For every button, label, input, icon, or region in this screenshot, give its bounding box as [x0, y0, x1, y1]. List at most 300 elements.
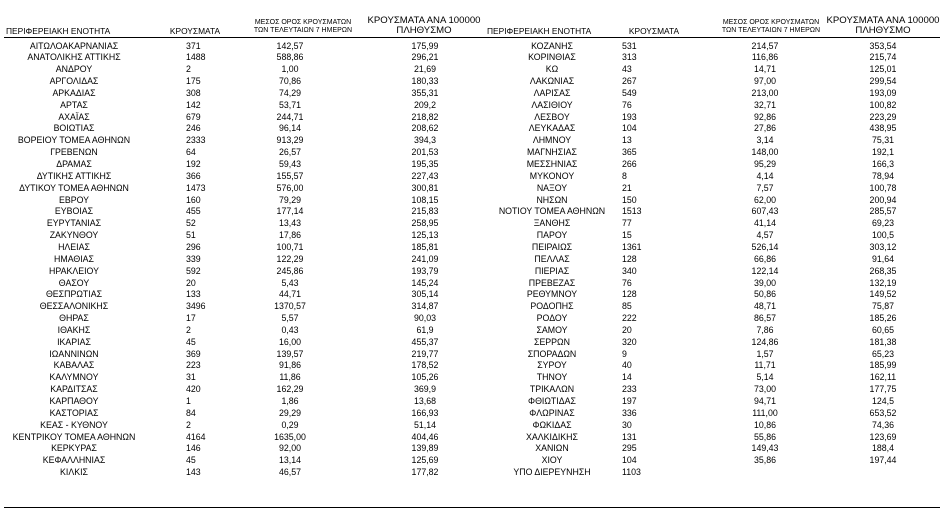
- left-cases-cell: 4164: [186, 431, 206, 442]
- right-cases-cell: 85: [622, 301, 632, 312]
- right-avg7-cell: 11,71: [754, 360, 776, 371]
- right-cases-cell: 1513: [622, 206, 642, 217]
- left-per100k-cell: 108,15: [411, 194, 439, 205]
- right-per100k-cell: 193,09: [869, 87, 897, 98]
- right-per100k-cell: 353,54: [869, 40, 897, 51]
- right-avg7-cell: 14,71: [753, 64, 776, 75]
- right-avg7-cell: 39,00: [753, 277, 776, 288]
- left-avg7-cell: 5,43: [281, 277, 299, 288]
- left-cases-cell: 45: [186, 336, 196, 347]
- right-region-cell: ΣΑΜΟΥ: [536, 324, 568, 335]
- left-per100k-cell: 404,46: [411, 431, 439, 442]
- right-cases-cell: 77: [622, 218, 632, 229]
- right-per100k-cell: 100,78: [869, 182, 897, 193]
- right-avg7-cell: 124,86: [751, 336, 779, 347]
- left-per100k-cell: 241,09: [411, 253, 439, 264]
- left-region-cell: ΓΡΕΒΕΝΩΝ: [50, 147, 98, 158]
- right-per100k-cell: 100,82: [869, 99, 897, 110]
- right-per100k-cell: 285,57: [869, 206, 897, 217]
- left-avg7-cell: 17,86: [278, 230, 301, 241]
- right-cases-cell: 531: [622, 40, 637, 51]
- left-per100k-cell: 193,79: [411, 265, 439, 276]
- left-per100k-cell: 209,2: [413, 99, 436, 110]
- right-cases-cell: 14: [622, 372, 632, 383]
- left-per100k-cell: 177,82: [411, 467, 439, 478]
- right-avg7-cell: 48,71: [753, 301, 776, 312]
- left-cases-cell: 192: [186, 159, 201, 169]
- left-per100k-cell: 139,89: [411, 443, 439, 454]
- left-avg7-cell: 29,29: [278, 407, 301, 418]
- left-cases-cell: 31: [186, 372, 196, 383]
- left-per100k-cell: 455,37: [411, 336, 439, 347]
- left-region-cell: ΚΕΦΑΛΛΗΝΙΑΣ: [42, 455, 106, 466]
- left-cases-cell: 455: [186, 206, 201, 217]
- left-per100k-cell: 21,69: [413, 64, 436, 75]
- header-cases-right: ΚΡΟΥΣΜΑΤΑ: [628, 25, 680, 36]
- right-region-cell: ΡΟΔΟΠΗΣ: [530, 301, 574, 312]
- right-per100k-cell: 123,69: [869, 431, 897, 442]
- left-region-cell: ΔΥΤΙΚΟΥ ΤΟΜΕΑ ΑΘΗΝΩΝ: [19, 182, 129, 193]
- right-avg7-cell: 7,57: [756, 182, 774, 193]
- left-cases-cell: 223: [186, 360, 201, 371]
- right-cases-cell: 233: [622, 384, 637, 395]
- right-per100k-cell: 653,52: [869, 407, 897, 418]
- right-per100k-cell: 215,74: [869, 52, 897, 63]
- left-per100k-cell: 300,81: [411, 182, 439, 193]
- right-avg7-cell: 94,71: [753, 396, 776, 406]
- right-per100k-cell: 223,29: [869, 111, 897, 122]
- right-cases-cell: 76: [622, 277, 632, 288]
- right-cases-cell: 21: [622, 182, 632, 193]
- left-cases-cell: 84: [186, 407, 196, 418]
- right-cases-cell: 365: [622, 147, 637, 158]
- right-per100k-cell: 132,19: [869, 277, 897, 288]
- left-avg7-cell: 162,29: [276, 384, 304, 395]
- left-avg7-cell: 139,57: [276, 348, 304, 359]
- right-avg7-cell: 213,00: [751, 87, 779, 98]
- right-per100k-cell: 197,44: [869, 455, 897, 466]
- left-cases-cell: 160: [186, 194, 201, 205]
- right-per100k-cell: 185,26: [869, 313, 897, 324]
- right-per100k-cell: 65,23: [871, 348, 894, 359]
- right-cases-cell: 320: [622, 336, 637, 347]
- right-region-cell: ΧΙΟΥ: [541, 455, 563, 466]
- left-per100k-cell: 178,52: [411, 360, 439, 371]
- left-region-cell: ΔΡΑΜΑΣ: [56, 159, 92, 169]
- left-per100k-cell: 258,95: [411, 218, 439, 229]
- left-region-cell: ΑΧΑΪΑΣ: [58, 111, 90, 122]
- right-per100k-cell: 438,95: [869, 123, 897, 134]
- left-region-cell: ΙΩΑΝΝΙΝΩΝ: [49, 348, 99, 359]
- right-cases-cell: 131: [622, 431, 637, 442]
- left-avg7-cell: 155,57: [276, 170, 304, 181]
- left-region-cell: ΘΕΣΣΑΛΟΝΙΚΗΣ: [39, 301, 109, 312]
- right-avg7-cell: 92,86: [753, 111, 776, 122]
- left-per100k-cell: 227,43: [411, 170, 439, 181]
- right-region-cell: ΥΠΟ ΔΙΕΡΕΥΝΗΣΗ: [513, 467, 591, 478]
- right-region-cell: ΠΑΡΟΥ: [536, 230, 568, 241]
- left-avg7-cell: 16,00: [278, 336, 301, 347]
- left-cases-cell: 679: [186, 111, 201, 122]
- right-avg7-cell: 66,86: [753, 253, 776, 264]
- right-avg7-cell: 97,00: [753, 76, 776, 87]
- left-per100k-cell: 219,77: [411, 348, 439, 359]
- left-cases-cell: 371: [186, 40, 201, 51]
- left-cases-cell: 3496: [186, 301, 206, 312]
- left-per100k-cell: 215,83: [411, 206, 439, 217]
- left-region-cell: ΑΝΔΡΟΥ: [55, 64, 93, 75]
- right-per100k-cell: 124,5: [871, 396, 894, 406]
- right-per100k-cell: 166,3: [871, 159, 894, 169]
- left-per100k-cell: 369,9: [413, 384, 436, 395]
- right-region-cell: ΛΗΜΝΟΥ: [532, 135, 572, 146]
- left-avg7-cell: 44,71: [278, 289, 301, 300]
- right-region-cell: ΡΕΘΥΜΝΟΥ: [526, 289, 578, 300]
- header-avg7-left: ΜΕΣΟΣ ΟΡΟΣ ΚΡΟΥΣΜΑΤΩΝ ΤΩΝ ΤΕΛΕΥΤΑΙΩΝ 7 ΗΜΕΡΩΝ: [253, 18, 353, 35]
- left-avg7-cell: 79,29: [278, 194, 301, 205]
- right-avg7-cell: [730, 467, 800, 479]
- right-cases-cell: 336: [622, 407, 637, 418]
- left-cases-cell: 2: [186, 64, 191, 75]
- right-cases-cell: 104: [622, 455, 637, 466]
- right-cases-cell: 197: [622, 396, 637, 406]
- left-per100k-cell: 305,14: [411, 289, 439, 300]
- left-avg7-cell: 26,57: [278, 147, 301, 158]
- right-per100k-cell: 299,54: [869, 76, 897, 87]
- footer-rule: [4, 507, 940, 508]
- left-avg7-cell: 13,43: [278, 218, 301, 229]
- left-cases-cell: 45: [186, 455, 196, 466]
- left-avg7-cell: 92,00: [278, 443, 301, 454]
- left-cases-cell: 20: [186, 277, 196, 288]
- left-region-cell: ΒΟΙΩΤΙΑΣ: [53, 123, 95, 134]
- right-avg7-cell: 62,00: [753, 194, 776, 205]
- right-cases-cell: 222: [622, 313, 637, 324]
- right-avg7-cell: 4,57: [756, 230, 774, 241]
- right-region-cell: ΠΡΕΒΕΖΑΣ: [528, 277, 576, 288]
- right-per100k-cell: 268,35: [869, 265, 897, 276]
- right-avg7-cell: 7,86: [756, 324, 774, 335]
- right-avg7-cell: 1,57: [756, 348, 774, 359]
- right-per100k-cell: 91,64: [871, 253, 894, 264]
- right-per100k-cell: 100,5: [871, 230, 894, 241]
- right-cases-cell: 13: [622, 135, 632, 146]
- left-per100k-cell: 394,3: [413, 135, 436, 146]
- right-cases-cell: 8: [622, 170, 627, 181]
- right-region-cell: ΞΑΝΘΗΣ: [533, 218, 571, 229]
- right-cases-cell: 9: [622, 348, 627, 359]
- left-avg7-cell: 96,14: [278, 123, 301, 134]
- left-per100k-cell: 195,35: [411, 159, 439, 169]
- left-cases-cell: 366: [186, 170, 201, 181]
- right-avg7-cell: 116,86: [751, 52, 779, 63]
- left-cases-cell: 420: [186, 384, 201, 395]
- right-region-cell: ΚΟΖΑΝΗΣ: [531, 40, 573, 51]
- right-per100k-cell: 177,75: [869, 384, 897, 395]
- right-per100k-cell: 192,1: [871, 147, 894, 158]
- right-cases-cell: 76: [622, 99, 632, 110]
- right-avg7-cell: 32,71: [753, 99, 776, 110]
- left-cases-cell: 52: [186, 218, 196, 229]
- right-avg7-cell: 607,43: [751, 206, 779, 217]
- right-avg7-cell: 50,86: [753, 289, 776, 300]
- left-per100k-cell: 166,93: [411, 407, 439, 418]
- left-cases-cell: 246: [186, 123, 201, 134]
- left-per100k-cell: 208,62: [411, 123, 439, 134]
- left-avg7-cell: 913,29: [276, 135, 304, 146]
- left-cases-cell: 17: [186, 313, 196, 324]
- right-region-cell: ΧΑΛΚΙΔΙΚΗΣ: [526, 431, 578, 442]
- left-cases-cell: 1473: [186, 182, 206, 193]
- right-avg7-cell: 10,86: [753, 419, 776, 430]
- left-avg7-cell: 0,29: [281, 419, 299, 430]
- right-region-cell: ΣΕΡΡΩΝ: [534, 336, 570, 347]
- left-avg7-cell: 588,86: [276, 52, 304, 63]
- right-region-cell: ΤΗΝΟΥ: [536, 372, 568, 383]
- header-region-left: ΠΕΡΙΦΕΡΕΙΑΚΗ ΕΝΟΤΗΤΑ: [6, 25, 111, 36]
- left-region-cell: ΚΙΛΚΙΣ: [60, 467, 88, 478]
- right-region-cell: ΡΟΔΟΥ: [536, 313, 568, 324]
- right-cases-cell: 1103: [622, 467, 641, 478]
- left-avg7-cell: 74,29: [278, 87, 301, 98]
- right-cases-cell: 150: [622, 194, 637, 205]
- right-region-cell: ΜΕΣΣΗΝΙΑΣ: [526, 159, 578, 169]
- right-per100k-cell: 188,4: [871, 443, 894, 454]
- left-region-cell: ΗΛΕΙΑΣ: [58, 241, 90, 252]
- header-per100k-left: ΚΡΟΥΣΜΑΤΑ ΑΝΑ 100000 ΠΛΗΘΥΣΜΟ: [367, 15, 481, 36]
- right-region-cell: ΧΑΝΙΩΝ: [535, 443, 569, 454]
- left-cases-cell: 308: [186, 87, 201, 98]
- left-cases-cell: 1: [186, 396, 191, 406]
- right-per100k-cell: 75,87: [871, 301, 894, 312]
- right-region-cell: ΝΟΤΙΟΥ ΤΟΜΕΑ ΑΘΗΝΩΝ: [498, 206, 606, 217]
- left-cases-cell: 592: [186, 265, 201, 276]
- right-region-cell: ΠΕΙΡΑΙΩΣ: [531, 241, 573, 252]
- left-cases-cell: 175: [186, 76, 201, 87]
- right-region-cell: ΠΙΕΡΙΑΣ: [534, 265, 570, 276]
- right-avg7-cell: 111,00: [752, 407, 778, 418]
- right-per100k-cell: [840, 467, 926, 479]
- left-region-cell: ΑΡΚΑΔΙΑΣ: [52, 87, 96, 98]
- left-per100k-cell: 218,82: [411, 111, 439, 122]
- left-cases-cell: 2333: [186, 135, 206, 146]
- right-region-cell: ΛΑΚΩΝΙΑΣ: [529, 76, 575, 87]
- left-region-cell: ΚΕΝΤΡΙΚΟΥ ΤΟΜΕΑ ΑΘΗΝΩΝ: [12, 431, 136, 442]
- right-cases-cell: 193: [622, 111, 637, 122]
- right-avg7-cell: 27,86: [753, 123, 776, 134]
- right-per100k-cell: 69,23: [871, 218, 894, 229]
- right-region-cell: ΜΑΓΝΗΣΙΑΣ: [527, 147, 577, 158]
- left-region-cell: ΘΕΣΠΡΩΤΙΑΣ: [45, 289, 103, 300]
- left-avg7-cell: 576,00: [276, 182, 304, 193]
- left-region-cell: ΚΑΒΑΛΑΣ: [53, 360, 95, 371]
- left-region-cell: ΔΥΤΙΚΗΣ ΑΤΤΙΚΗΣ: [36, 170, 112, 181]
- right-cases-cell: 313: [622, 52, 637, 63]
- left-per100k-cell: 13,68: [413, 396, 436, 406]
- left-region-cell: ΕΥΒΟΙΑΣ: [54, 206, 94, 217]
- right-per100k-cell: 75,31: [871, 135, 894, 146]
- left-cases-cell: 2: [186, 324, 191, 335]
- left-region-cell: ΑΝΑΤΟΛΙΚΗΣ ΑΤΤΙΚΗΣ: [27, 52, 121, 63]
- header-cases-left: ΚΡΟΥΣΜΑΤΑ: [169, 25, 221, 36]
- right-cases-cell: 295: [622, 443, 637, 454]
- left-cases-cell: 64: [186, 147, 196, 158]
- right-cases-cell: 1361: [622, 241, 642, 252]
- right-cases-cell: 549: [622, 87, 637, 98]
- header-region-right: ΠΕΡΙΦΕΡΕΙΑΚΗ ΕΝΟΤΗΤΑ: [487, 25, 592, 36]
- left-per100k-cell: 201,53: [411, 147, 439, 158]
- left-avg7-cell: 70,86: [278, 76, 301, 87]
- left-per100k-cell: 105,26: [411, 372, 439, 383]
- left-avg7-cell: 0,43: [281, 324, 299, 335]
- left-avg7-cell: 13,14: [278, 455, 301, 466]
- right-per100k-cell: 181,38: [869, 336, 897, 347]
- left-cases-cell: 51: [186, 230, 196, 241]
- right-cases-cell: 128: [622, 253, 637, 264]
- right-cases-cell: 104: [622, 123, 637, 134]
- right-region-cell: ΛΑΡΙΣΑΣ: [533, 87, 571, 98]
- left-region-cell: ΑΡΤΑΣ: [60, 99, 88, 110]
- right-cases-cell: 43: [622, 64, 632, 75]
- right-avg7-cell: 526,14: [751, 241, 779, 252]
- right-region-cell: ΦΛΩΡΙΝΑΣ: [529, 407, 575, 418]
- right-region-cell: ΣΠΟΡΑΔΩΝ: [527, 348, 577, 359]
- right-cases-cell: 15: [622, 230, 632, 241]
- left-region-cell: ΗΡΑΚΛΕΙΟΥ: [49, 265, 99, 276]
- left-region-cell: ΘΑΣΟΥ: [58, 277, 90, 288]
- right-region-cell: ΤΡΙΚΑΛΩΝ: [529, 384, 575, 395]
- left-cases-cell: 146: [186, 443, 201, 454]
- right-avg7-cell: 214,57: [751, 40, 779, 51]
- left-region-cell: ΚΕΑΣ - ΚΥΘΝΟΥ: [40, 419, 108, 430]
- left-cases-cell: 369: [186, 348, 201, 359]
- right-avg7-cell: 148,00: [751, 147, 779, 158]
- right-avg7-cell: 86,57: [753, 313, 776, 324]
- left-region-cell: ΚΑΡΔΙΤΣΑΣ: [50, 384, 98, 395]
- left-region-cell: ΑΙΤΩΛΟΑΚΑΡΝΑΝΙΑΣ: [29, 40, 119, 51]
- left-region-cell: ΚΑΡΠΑΘΟΥ: [49, 396, 99, 406]
- left-avg7-cell: 91,86: [278, 360, 301, 371]
- left-per100k-cell: 175,99: [411, 40, 439, 51]
- left-avg7-cell: 1635,00: [274, 431, 306, 442]
- right-region-cell: ΛΕΣΒΟΥ: [534, 111, 570, 122]
- left-avg7-cell: 11,86: [279, 372, 301, 383]
- right-region-cell: ΠΕΛΛΑΣ: [534, 253, 570, 264]
- right-per100k-cell: 149,52: [869, 289, 897, 300]
- left-avg7-cell: 177,14: [276, 206, 304, 217]
- right-region-cell: ΜΥΚΟΝΟΥ: [529, 170, 575, 181]
- right-cases-cell: 30: [622, 419, 632, 430]
- left-region-cell: ΕΥΡΥΤΑΝΙΑΣ: [46, 218, 102, 229]
- left-cases-cell: 143: [186, 467, 201, 478]
- right-avg7-cell: 122,14: [751, 265, 779, 276]
- left-region-cell: ΗΜΑΘΙΑΣ: [54, 253, 94, 264]
- right-region-cell: ΦΘΙΩΤΙΔΑΣ: [528, 396, 576, 406]
- left-avg7-cell: 122,29: [276, 253, 304, 264]
- left-avg7-cell: 59,43: [278, 159, 301, 169]
- left-cases-cell: 339: [186, 253, 201, 264]
- left-avg7-cell: 245,86: [276, 265, 304, 276]
- right-region-cell: ΛΑΣΙΘΙΟΥ: [531, 99, 573, 110]
- right-avg7-cell: 3,14: [756, 135, 774, 146]
- left-region-cell: ΖΑΚΥΝΘΟΥ: [49, 230, 99, 241]
- left-region-cell: ΒΟΡΕΙΟΥ ΤΟΜΕΑ ΑΘΗΝΩΝ: [17, 135, 131, 146]
- right-region-cell: ΣΥΡΟΥ: [537, 360, 567, 371]
- left-per100k-cell: 90,03: [413, 313, 436, 324]
- right-region-cell: ΛΕΥΚΑΔΑΣ: [528, 123, 576, 134]
- left-region-cell: ΑΡΓΟΛΙΔΑΣ: [49, 76, 99, 87]
- right-avg7-cell: 5,14: [756, 372, 774, 383]
- left-per100k-cell: 125,13: [411, 230, 439, 241]
- left-region-cell: ΚΕΡΚΥΡΑΣ: [51, 443, 97, 454]
- left-per100k-cell: 314,87: [411, 301, 439, 312]
- left-per100k-cell: 296,21: [411, 52, 439, 63]
- right-avg7-cell: 149,43: [751, 443, 779, 454]
- left-avg7-cell: 46,57: [278, 467, 301, 478]
- left-cases-cell: 2: [186, 419, 191, 430]
- right-region-cell: ΚΩ: [545, 64, 559, 75]
- right-region-cell: ΝΑΞΟΥ: [536, 182, 568, 193]
- right-region-cell: ΦΩΚΙΔΑΣ: [532, 419, 572, 430]
- header-avg7-right: ΜΕΣΟΣ ΟΡΟΣ ΚΡΟΥΣΜΑΤΩΝ ΤΩΝ ΤΕΛΕΥΤΑΙΩΝ 7 ΗΜΕΡΩΝ: [721, 18, 821, 35]
- right-avg7-cell: 73,00: [753, 384, 776, 395]
- right-per100k-cell: 74,36: [871, 419, 894, 430]
- left-per100k-cell: 145,24: [411, 277, 439, 288]
- left-cases-cell: 296: [186, 241, 201, 252]
- left-avg7-cell: 1,86: [281, 396, 299, 406]
- right-per100k-cell: 78,94: [871, 170, 894, 181]
- left-avg7-cell: 142,57: [276, 40, 304, 51]
- right-avg7-cell: 35,86: [753, 455, 776, 466]
- right-avg7-cell: 95,29: [753, 159, 776, 169]
- right-region-cell: ΝΗΣΩΝ: [536, 194, 568, 205]
- right-cases-cell: 20: [622, 324, 632, 335]
- left-avg7-cell: 1370,57: [274, 301, 306, 312]
- left-per100k-cell: 51,14: [413, 419, 436, 430]
- left-region-cell: ΙΘΑΚΗΣ: [57, 324, 91, 335]
- left-per100k-cell: 125,69: [411, 455, 439, 466]
- right-cases-cell: 266: [622, 159, 637, 169]
- right-per100k-cell: 200,94: [869, 194, 897, 205]
- right-per100k-cell: 125,01: [869, 64, 897, 75]
- left-region-cell: ΕΒΡΟΥ: [58, 194, 90, 205]
- left-per100k-cell: 355,31: [411, 87, 439, 98]
- right-per100k-cell: 303,12: [869, 241, 897, 252]
- right-cases-cell: 128: [622, 289, 637, 300]
- right-cases-cell: 340: [622, 265, 637, 276]
- right-cases-cell: 40: [622, 360, 632, 371]
- left-per100k-cell: 180,33: [411, 76, 439, 87]
- header-per100k-right: ΚΡΟΥΣΜΑΤΑ ΑΝΑ 100000 ΠΛΗΘΥΣΜΟ: [826, 15, 940, 36]
- left-cases-cell: 133: [186, 289, 201, 300]
- left-avg7-cell: 244,71: [276, 111, 304, 122]
- right-avg7-cell: 41,14: [753, 218, 776, 229]
- left-region-cell: ΚΑΣΤΟΡΙΑΣ: [49, 407, 99, 418]
- left-region-cell: ΚΑΛΥΜΝΟΥ: [49, 372, 99, 383]
- left-cases-cell: 1488: [186, 52, 206, 63]
- left-per100k-cell: 185,81: [411, 241, 439, 252]
- left-region-cell: ΙΚΑΡΙΑΣ: [57, 336, 91, 347]
- right-avg7-cell: 55,86: [753, 431, 776, 442]
- left-cases-cell: 142: [186, 99, 201, 110]
- header-rule: [4, 37, 940, 38]
- left-region-cell: ΘΗΡΑΣ: [59, 313, 89, 324]
- right-per100k-cell: 185,99: [869, 360, 897, 371]
- left-avg7-cell: 1,00: [281, 64, 299, 75]
- right-per100k-cell: 162,11: [869, 372, 897, 383]
- left-avg7-cell: 53,71: [278, 99, 301, 110]
- right-per100k-cell: 60,65: [871, 324, 894, 335]
